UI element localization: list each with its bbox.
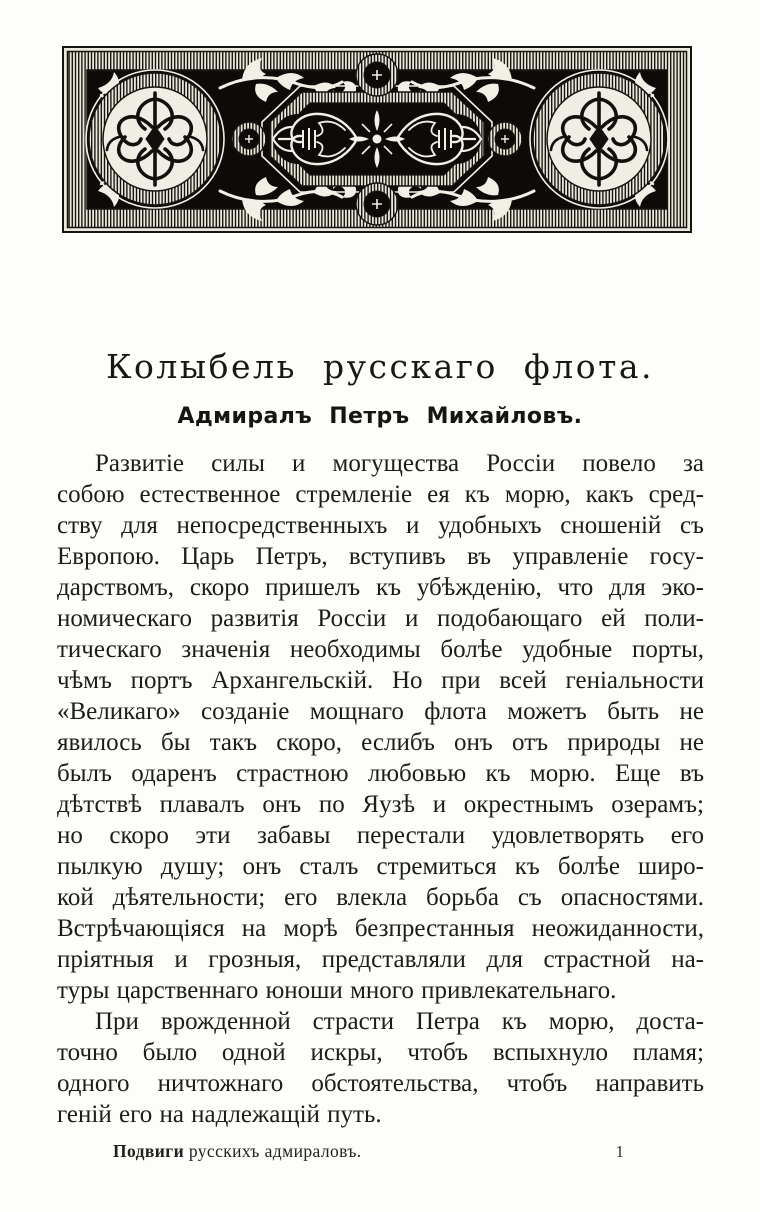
chapter-subtitle: Адмиралъ Петръ Михайловъ.	[177, 404, 583, 429]
text-line: Развитіе силы и могущества Россіи повело за	[95, 450, 704, 477]
text-line: Европою. Царь Петръ, вступивъ въ управленіе госу-	[57, 543, 704, 570]
text-line: геній его на надлежащій путь.	[57, 1101, 382, 1128]
text-line: тическаго значенія необходимы болѣе удобные порты,	[57, 636, 704, 663]
text-line: одного ничтожнаго обстоятельства, чтобъ направить	[57, 1070, 704, 1097]
text-line: Встрѣчающіяся на морѣ безпрестанныя неожиданности,	[57, 915, 704, 942]
signature-bold: Подвиги	[113, 1141, 185, 1161]
running-signature	[57, 1141, 704, 1162]
page-number: 1	[615, 1142, 624, 1161]
left-rosette	[86, 70, 224, 208]
knob-icon	[488, 122, 522, 156]
text-line: но скоро эти забавы перестали удовлетворять его	[57, 822, 704, 849]
ornamental-header-band	[62, 46, 692, 233]
text-line: кой дѣятельности; его влекла борьба съ опасностями.	[57, 884, 704, 911]
text-line: туры царственнаго юноши много привлекательнаго.	[57, 977, 617, 1004]
text-line: явилось бы такъ скоро, еслибъ онъ отъ природы не	[57, 729, 704, 756]
text-line: дарствомъ, скоро пришелъ къ убѣжденію, что для эко-	[57, 574, 704, 601]
page-footer	[57, 1141, 704, 1165]
text-line: номическаго развитія Россіи и подобающаго ей поли-	[57, 605, 704, 632]
text-line: чѣмъ портъ Архангельскій. Но при всей геніальности	[57, 667, 704, 694]
text-line: былъ одаренъ страстною любовью къ морю. Еще въ	[57, 760, 704, 787]
text-line: пріятныя и грозныя, представляли для страстной на-	[57, 946, 704, 973]
text-line: «Великаго» созданіе мощнаго флота можетъ быть не	[57, 698, 704, 725]
paragraph	[57, 1006, 704, 1130]
signature-rest: русскихъ адмираловъ.	[184, 1141, 362, 1161]
paragraph	[57, 448, 704, 1006]
knob-icon	[232, 122, 266, 156]
knob-icon	[356, 54, 398, 96]
text-line: ству для непосредственныхъ и удобныхъ сношеній съ	[57, 512, 704, 539]
text-line: точно было одной искры, чтобъ вспыхнуло пламя;	[57, 1039, 704, 1066]
central-cartouche	[262, 86, 492, 192]
text-line: собою естественное стремленіе ея къ морю, какъ сред-	[57, 481, 704, 508]
text-line: дѣтствѣ плавалъ онъ по Яузѣ и окрестнымъ озерамъ;	[57, 791, 704, 818]
body-text	[57, 448, 704, 1130]
right-rosette	[530, 70, 668, 208]
text-line: При врожденной страсти Петра къ морю, доста-	[95, 1008, 704, 1035]
text-line: пылкую душу; онъ сталъ стремиться къ болѣе широ-	[57, 853, 704, 880]
knob-icon	[356, 183, 398, 225]
chapter-title: Колыбель русскаго флота.	[106, 347, 654, 386]
